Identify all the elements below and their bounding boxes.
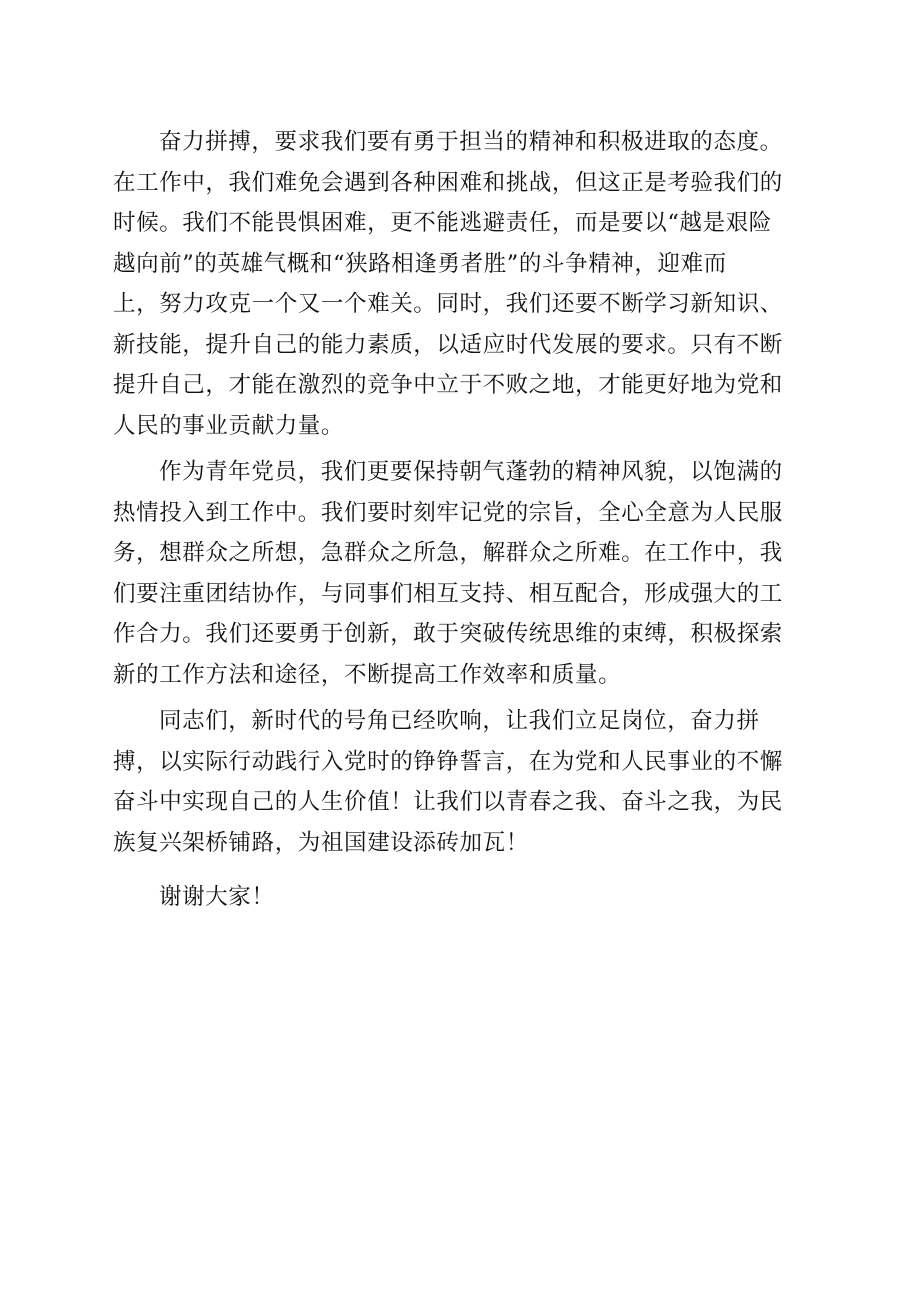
paragraph-3 (113, 701, 793, 863)
paragraph-line: 新的工作方法和途径，不断提高工作效率和质量。 (113, 661, 622, 688)
paragraph-line: 务，想群众之所想，急群众之所急，解群众之所难。在工作中，我 (113, 540, 783, 566)
paragraph-line: 们要注重团结协作，与同事们相互支持、相互配合，形成强大的工 (113, 580, 783, 607)
document-body (113, 122, 793, 918)
paragraph-line: 奋力拼搏，要求我们要有勇于担当的精神和积极进取的态度。 (159, 129, 783, 155)
paragraph-line: 提升自己，才能在激烈的竞争中立于不败之地，才能更好地为党和 (113, 372, 783, 398)
paragraph-line: 作合力。我们还要勇于创新，敢于突破传统思维的束缚，积极探索 (113, 621, 783, 647)
paragraph-line: 奋斗中实现自己的人生价值！让我们以青春之我、奋斗之我，为民 (113, 789, 783, 815)
paragraph-line: 人民的事业贡献力量。 (113, 412, 345, 439)
paragraph-line: 时候。我们不能畏惧困难，更不能逃避责任，而是要以“越是艰险 (113, 210, 772, 236)
paragraph-line: 越向前”的英雄气概和“狭路相逢勇者胜”的斗争精神，迎难而 (113, 250, 727, 277)
paragraph-line: 新技能，提升自己的能力素质，以适应时代发展的要求。只有不断 (113, 331, 783, 358)
paragraph-line: 搏，以实际行动践行入党时的铮铮誓言，在为党和人民事业的不懈 (113, 748, 783, 775)
paragraph-line: 在工作中，我们难免会遇到各种困难和挑战，但这正是考验我们的 (113, 169, 783, 196)
paragraph-2 (113, 452, 793, 695)
paragraph-1 (113, 122, 793, 446)
paragraph-line: 族复兴架桥铺路，为祖国建设添砖加瓦！ (113, 829, 529, 856)
paragraph-line: 热情投入到工作中。我们要时刻牢记党的宗旨，全心全意为人民服 (113, 499, 783, 526)
paragraph-line: 作为青年党员，我们更要保持朝气蓬勃的精神风貌，以饱满的 (159, 459, 783, 485)
closing-line (113, 877, 793, 918)
paragraph-line: 上，努力攻克一个又一个难关。同时，我们还要不断学习新知识、 (113, 291, 783, 317)
paragraph-line: 谢谢大家！ (159, 884, 275, 910)
paragraph-line: 同志们，新时代的号角已经吹响，让我们立足岗位，奋力拼 (159, 708, 760, 734)
